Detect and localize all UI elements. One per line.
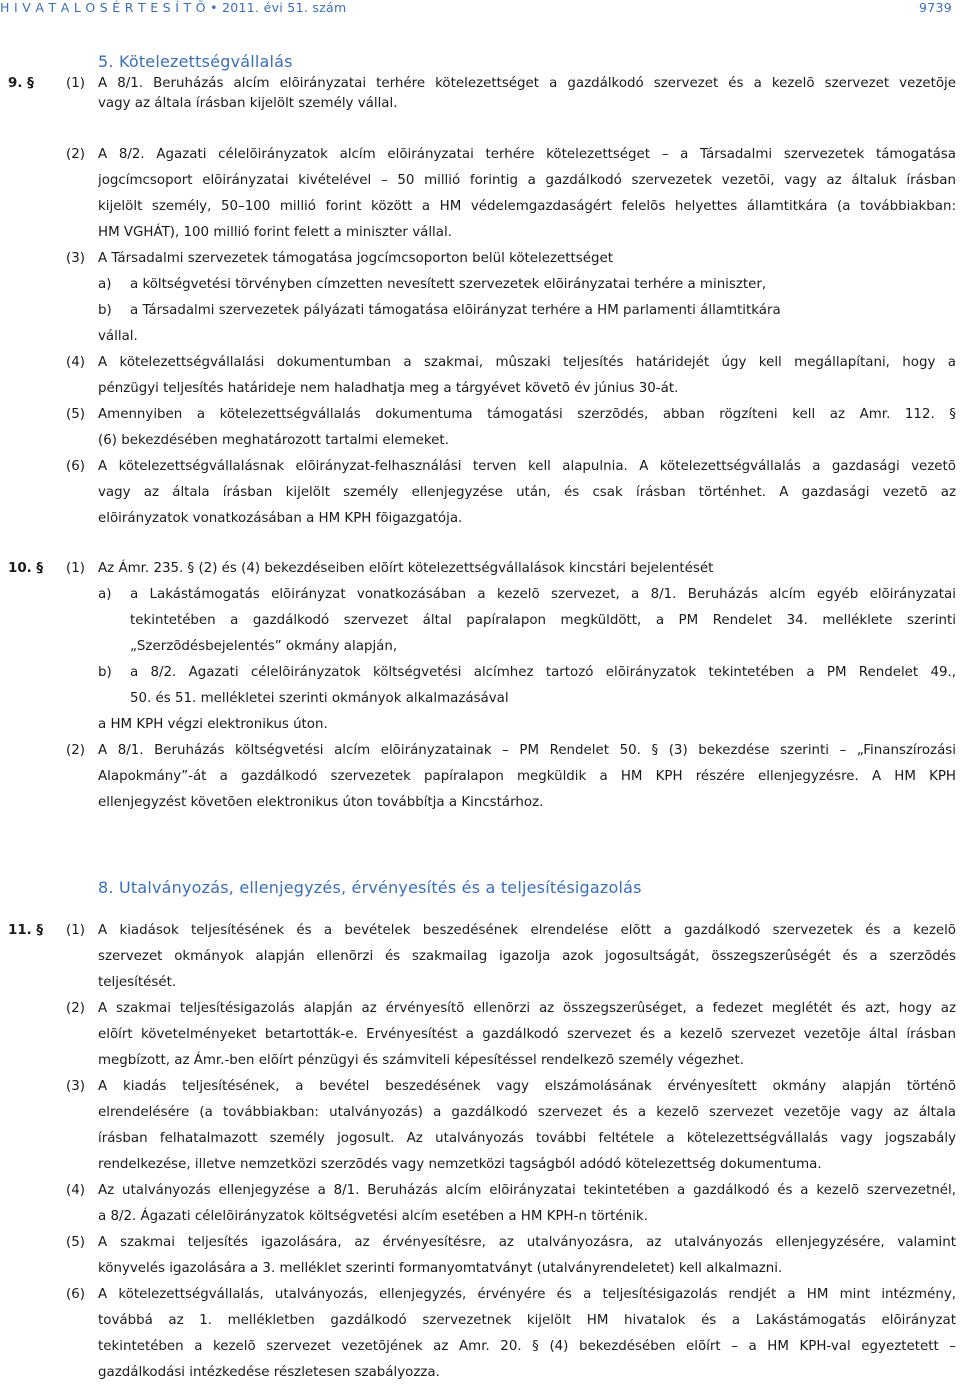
- text-line: megbízott, az Ámr.-ben elõírt pénzügyi és számviteli képesítéssel rendelkezõ személy végezhet.: [98, 1053, 744, 1068]
- text-line: Amennyiben a kötelezettségvállalás dokumentuma támogatási szerzõdés, abban rögzíteni kell az Ámr. 112. §: [98, 407, 956, 422]
- text-line: rendelkezése, illetve nemzetközi szerzõdés vagy nemzetközi tagságból adódó kötelezettség dokumentuma.: [98, 1157, 822, 1172]
- text-line: A 8/2. Ágazati célelõirányzatok alcím elõirányzatai terhére kötelezettséget – a Társadalmi szervezetek támogatása: [98, 147, 956, 162]
- text-line: A 8/1. Beruházás alcím elõirányzatai terhére kötelezettséget a gazdálkodó szervezet és a kezelõ szervezet vezetõje: [98, 76, 956, 91]
- text-line: HM VGHÁT), 100 millió forint felett a miniszter vállal.: [98, 225, 452, 240]
- subsection-number: (1): [66, 923, 85, 938]
- text-line: a költségvetési törvényben címzetten nevesített szervezetek elõirányzatai terhére a miniszter,: [130, 277, 767, 292]
- subsection-number: (4): [66, 1183, 85, 1198]
- section-title: 5. Kötelezettségvállalás: [98, 52, 293, 71]
- text-line: A kiadások teljesítésének és a bevételek beszedésének elrendelése elõtt a gazdálkodó szervezetek és a kezelõ: [98, 923, 956, 938]
- text-line: könyvelés igazolására a 3. melléklet szerinti formanyomtatványt (utalványrendeletet) kell alkalmazni.: [98, 1261, 783, 1276]
- text-line: 50. és 51. mellékletei szerinti okmányok alkalmazásával: [130, 691, 509, 706]
- point-marker: a): [98, 277, 112, 292]
- paragraph-marker: 9. §: [8, 76, 34, 91]
- subsection-number: (5): [66, 407, 85, 422]
- text-line: gazdálkodási intézkedése részletesen szabályozza.: [98, 1365, 440, 1380]
- subsection-number: (6): [66, 1287, 85, 1302]
- text-line: (6) bekezdésében meghatározott tartalmi elemeket.: [98, 433, 449, 448]
- page-number: 9739: [918, 0, 952, 15]
- subsection-number: (2): [66, 147, 85, 162]
- text-line: a 8/2. Ágazati célelõirányzatok költségvetési alcím esetében a HM KPH-n történik.: [98, 1209, 648, 1224]
- journal-title: H I V A T A L O S É R T E S Í T Õ • 2011. évi 51. szám: [0, 0, 347, 15]
- paragraph-marker: 10. §: [8, 561, 44, 576]
- subsection-number: (1): [66, 76, 85, 91]
- text-line: tekintetében a gazdálkodó szervezet által papíralapon megküldött, a PM Rendelet 34. melléklete szerinti: [130, 613, 956, 628]
- text-line: továbbá az 1. mellékletben gazdálkodó szervezetnek kijelölt HM hivatalok és a Lakástámogatás elõirányzat: [98, 1313, 956, 1328]
- text-line: vállal.: [98, 329, 138, 344]
- section-title: 8. Utalványozás, ellenjegyzés, érvényesítés és a teljesítésigazolás: [98, 878, 642, 897]
- subsection-number: (1): [66, 561, 85, 576]
- text-line: ellenjegyzést követõen elektronikus úton továbbítja a Kincstárhoz.: [98, 795, 544, 810]
- text-line: A Társadalmi szervezetek támogatása jogcímcsoporton belül kötelezettséget: [98, 251, 613, 266]
- text-line: A kötelezettségvállalási dokumentumban a szakmai, mûszaki teljesítés határidejét úgy kell megállapítani, hogy a: [98, 355, 956, 370]
- text-line: elrendelésére (a továbbiakban: utalványozás) a gazdálkodó szervezet és a kezelõ szervezet vezetõje vagy az általa: [98, 1105, 956, 1120]
- text-line: A 8/1. Beruházás költségvetési alcím elõirányzatainak – PM Rendelet 50. § (3) bekezdése szerinti – „Finanszírozási: [98, 743, 956, 758]
- text-line: a HM KPH végzi elektronikus úton.: [98, 717, 328, 732]
- subsection-number: (3): [66, 251, 85, 266]
- subsection-number: (4): [66, 355, 85, 370]
- text-line: a Társadalmi szervezetek pályázati támogatása elõirányzat terhére a HM parlamenti államtitkára: [130, 303, 781, 318]
- text-line: A kiadás teljesítésének, a bevétel beszedésének vagy elszámolásának érvényesített okmány alapján történõ: [98, 1079, 956, 1094]
- text-line: A szakmai teljesítésigazolás alapján az érvényesítõ ellenõrzi az összegszerûséget, a fedezet meglétét és azt, hogy az: [98, 1001, 956, 1016]
- text-line: szervezet okmányok alapján ellenõrzi és szakmailag igazolja azok jogosultságát, összegszerûségét és a szerzõdés: [98, 949, 956, 964]
- subsection-number: (6): [66, 459, 85, 474]
- text-line: jogcímcsoport elõirányzatai kivételével – 50 millió forintig a gazdálkodó szervezetek vezetõi, vagy az általuk írásban: [98, 173, 956, 188]
- text-line: Alapokmány”-át a gazdálkodó szervezetek papíralapon megküldik a HM KPH részére ellenjegyzésre. A HM KPH: [98, 769, 956, 784]
- point-marker: b): [98, 665, 112, 680]
- subsection-number: (5): [66, 1235, 85, 1250]
- point-marker: a): [98, 587, 112, 602]
- subsection-number: (2): [66, 743, 85, 758]
- text-line: teljesítését.: [98, 975, 177, 990]
- text-line: elõírt követelményeket betartották-e. Érvényesítést a gazdálkodó szervezet és a kezelõ szervezet vezetõje által írásban: [98, 1027, 956, 1042]
- text-line: A kötelezettségvállalás, utalványozás, ellenjegyzés, érvényére és a teljesítésigazolás rendjét a HM mint intézmény,: [98, 1287, 956, 1302]
- text-line: pénzügyi teljesítés határideje nem haladhatja meg a tárgyévet követõ év június 30-át.: [98, 381, 679, 396]
- text-line: „Szerzõdésbejelentés” okmány alapján,: [130, 639, 398, 654]
- text-line: vagy az általa írásban kijelölt személy vállal.: [98, 96, 398, 111]
- page-header: [0, 0, 960, 16]
- text-line: Az Ámr. 235. § (2) és (4) bekezdéseiben elõírt kötelezettségvállalások kincstári bejelentését: [98, 561, 714, 576]
- text-line: kijelölt személy, 50–100 millió forint között a HM védelemgazdaságért felelõs helyettes államtitkára (a továbbiakban:: [98, 199, 956, 214]
- subsection-number: (2): [66, 1001, 85, 1016]
- text-line: A szakmai teljesítés igazolására, az érvényesítésre, az utalványozásra, az utalványozás ellenjegyzésére, valamint: [98, 1235, 956, 1250]
- text-line: vagy az általa írásban kijelölt személy ellenjegyzése után, és csak írásban történhet. A gazdasági vezetõ az: [98, 485, 956, 500]
- paragraph-marker: 11. §: [8, 923, 44, 938]
- text-line: Az utalványozás ellenjegyzése a 8/1. Beruházás alcím elõirányzatai tekintetében a gazdálkodó és a kezelõ szervezetnél,: [98, 1183, 956, 1198]
- text-line: tekintetében a kezelõ szervezet vezetõjének az Ámr. 20. § (4) bekezdésében elõírt – a HM KPH-val egyeztetett –: [98, 1339, 956, 1354]
- text-line: elõirányzatok vonatkozásában a HM KPH fõigazgatója.: [98, 511, 463, 526]
- text-line: írásban felhatalmazott személy jogosult. Az utalványozás további feltétele a kötelezettségvállalás vagy jogszabály: [98, 1131, 956, 1146]
- text-line: a Lakástámogatás elõirányzat vonatkozásában a kezelõ szervezet, a 8/1. Beruházás alcím egyéb elõirányzatai: [130, 587, 956, 602]
- text-line: a 8/2. Ágazati célelõirányzatok költségvetési alcímhez tartozó elõirányzatok tekintetében a PM Rendelet 49.,: [130, 665, 956, 680]
- point-marker: b): [98, 303, 112, 318]
- subsection-number: (3): [66, 1079, 85, 1094]
- text-line: A kötelezettségvállalásnak elõirányzat-felhasználási terven kell alapulnia. A kötelezettségvállalás a gazdasági vezetõ: [98, 459, 956, 474]
